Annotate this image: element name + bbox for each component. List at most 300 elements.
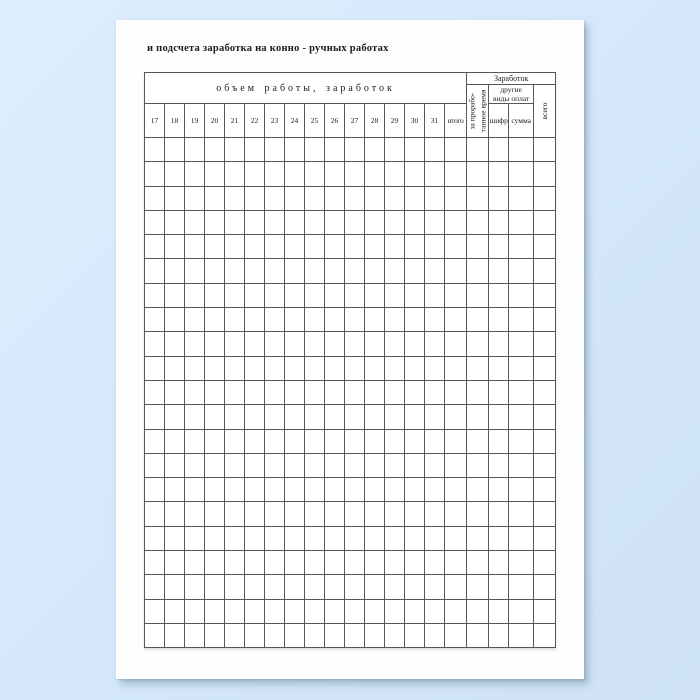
grid-cell (165, 551, 185, 575)
grid-cell (165, 332, 185, 356)
grid-cell (285, 210, 305, 234)
day-header-cell: 20 (205, 104, 225, 138)
other-payments-line2: виды оплат (493, 94, 530, 103)
grid-row (145, 453, 556, 477)
grid-cell (325, 502, 345, 526)
grid-cell (165, 478, 185, 502)
grid-cell (225, 332, 245, 356)
grid-cell (225, 429, 245, 453)
grid-cell (445, 453, 467, 477)
itogo-header-cell: итого (445, 104, 467, 138)
grid-cell (185, 502, 205, 526)
grid-cell (405, 429, 425, 453)
day-header-cell: 25 (305, 104, 325, 138)
grid-cell (165, 429, 185, 453)
grid-cell (445, 162, 467, 186)
grid-cell (534, 380, 556, 404)
grid-cell (405, 575, 425, 599)
day-header-cell: 27 (345, 104, 365, 138)
grid-cell (285, 380, 305, 404)
grid-cell (489, 575, 509, 599)
grid-cell (345, 599, 365, 623)
grid-cell (145, 405, 165, 429)
grid-cell (245, 526, 265, 550)
grid-cell (405, 186, 425, 210)
grid-cell (509, 380, 534, 404)
grid-cell (205, 356, 225, 380)
grid-cell (245, 623, 265, 647)
grid-cell (185, 575, 205, 599)
total-column-header (534, 85, 556, 138)
grid-row (145, 623, 556, 647)
grid-cell (205, 138, 225, 162)
grid-cell (509, 259, 534, 283)
grid-cell (385, 405, 405, 429)
grid-cell (325, 356, 345, 380)
day-header-cell: 18 (165, 104, 185, 138)
grid-cell (509, 210, 534, 234)
volume-earnings-header: объем работы, заработок (145, 73, 467, 104)
sum-header-cell: сумма (509, 104, 534, 138)
grid-cell (534, 356, 556, 380)
grid-cell (285, 453, 305, 477)
grid-cell (534, 210, 556, 234)
grid-cell (305, 405, 325, 429)
grid-cell (265, 380, 285, 404)
grid-cell (365, 235, 385, 259)
grid-cell (467, 623, 489, 647)
grid-cell (225, 356, 245, 380)
grid-cell (445, 138, 467, 162)
grid-cell (145, 186, 165, 210)
grid-cell (385, 356, 405, 380)
grid-cell (405, 599, 425, 623)
grid-cell (345, 502, 365, 526)
grid-cell (145, 551, 165, 575)
grid-cell (185, 283, 205, 307)
grid-cell (245, 575, 265, 599)
grid-row (145, 186, 556, 210)
grid-cell (325, 259, 345, 283)
grid-cell (509, 235, 534, 259)
grid-cell (265, 356, 285, 380)
grid-cell (245, 380, 265, 404)
grid-cell (185, 356, 205, 380)
other-payments-line1: другие (500, 85, 522, 94)
grid-row (145, 138, 556, 162)
grid-cell (305, 575, 325, 599)
grid-cell (489, 599, 509, 623)
grid-cell (145, 429, 165, 453)
grid-cell (305, 162, 325, 186)
grid-cell (285, 186, 305, 210)
grid-cell (385, 283, 405, 307)
grid-cell (445, 380, 467, 404)
grid-cell (425, 623, 445, 647)
grid-cell (225, 138, 245, 162)
grid-cell (345, 186, 365, 210)
grid-cell (509, 308, 534, 332)
grid-cell (467, 332, 489, 356)
grid-cell (534, 478, 556, 502)
table-header (145, 73, 556, 138)
grid-cell (445, 623, 467, 647)
grid-cell (405, 551, 425, 575)
scanned-page (116, 20, 584, 679)
grid-cell (325, 138, 345, 162)
grid-cell (145, 332, 165, 356)
grid-cell (225, 599, 245, 623)
grid-cell (365, 429, 385, 453)
grid-cell (185, 623, 205, 647)
grid-cell (385, 332, 405, 356)
grid-cell (385, 478, 405, 502)
grid-cell (165, 283, 185, 307)
grid-cell (185, 332, 205, 356)
grid-cell (325, 599, 345, 623)
grid-cell (345, 575, 365, 599)
grid-cell (325, 283, 345, 307)
grid-cell (425, 162, 445, 186)
grid-cell (425, 380, 445, 404)
grid-cell (285, 356, 305, 380)
grid-cell (225, 502, 245, 526)
grid-cell (534, 599, 556, 623)
grid-cell (205, 502, 225, 526)
grid-cell (425, 453, 445, 477)
grid-cell (405, 478, 425, 502)
grid-cell (405, 502, 425, 526)
grid-cell (365, 259, 385, 283)
grid-cell (185, 380, 205, 404)
earnings-header: Заработок (467, 73, 556, 85)
grid-row (145, 162, 556, 186)
grid-cell (305, 502, 325, 526)
grid-cell (245, 235, 265, 259)
total-rotated-textbox (534, 85, 555, 137)
grid-cell (225, 259, 245, 283)
grid-cell (205, 210, 225, 234)
grid-cell (165, 235, 185, 259)
grid-cell (425, 138, 445, 162)
grid-cell (534, 332, 556, 356)
grid-cell (245, 453, 265, 477)
grid-cell (509, 478, 534, 502)
grid-cell (489, 138, 509, 162)
grid-cell (185, 599, 205, 623)
day-header-cell: 17 (145, 104, 165, 138)
grid-cell (365, 453, 385, 477)
grid-cell (534, 308, 556, 332)
grid-cell (205, 380, 225, 404)
grid-cell (225, 186, 245, 210)
day-header-cell: 31 (425, 104, 445, 138)
day-header-cell: 19 (185, 104, 205, 138)
grid-cell (185, 429, 205, 453)
grid-cell (365, 623, 385, 647)
grid-cell (285, 526, 305, 550)
grid-cell (489, 623, 509, 647)
grid-cell (489, 210, 509, 234)
grid-cell (385, 186, 405, 210)
grid-cell (185, 186, 205, 210)
grid-cell (489, 478, 509, 502)
grid-cell (467, 308, 489, 332)
day-header-cell: 21 (225, 104, 245, 138)
grid-cell (305, 356, 325, 380)
grid-cell (185, 453, 205, 477)
grid-cell (265, 332, 285, 356)
grid-cell (325, 551, 345, 575)
grid-cell (385, 453, 405, 477)
grid-cell (285, 429, 305, 453)
grid-cell (245, 405, 265, 429)
grid-cell (305, 599, 325, 623)
grid-cell (345, 526, 365, 550)
grid-cell (445, 283, 467, 307)
grid-cell (509, 453, 534, 477)
grid-cell (265, 405, 285, 429)
grid-cell (325, 235, 345, 259)
grid-cell (467, 259, 489, 283)
grid-cell (245, 186, 265, 210)
grid-cell (467, 235, 489, 259)
grid-cell (285, 405, 305, 429)
worked-time-line2: танное время (477, 89, 487, 133)
grid-cell (165, 356, 185, 380)
day-header-cell: 24 (285, 104, 305, 138)
grid-cell (345, 259, 365, 283)
grid-cell (489, 526, 509, 550)
grid-cell (265, 526, 285, 550)
grid-cell (345, 380, 365, 404)
grid-cell (165, 405, 185, 429)
grid-cell (509, 551, 534, 575)
grid-cell (405, 526, 425, 550)
grid-cell (385, 429, 405, 453)
grid-cell (325, 453, 345, 477)
grid-cell (445, 405, 467, 429)
grid-cell (245, 162, 265, 186)
grid-cell (205, 283, 225, 307)
grid-cell (245, 599, 265, 623)
grid-cell (534, 526, 556, 550)
grid-cell (405, 453, 425, 477)
grid-cell (489, 502, 509, 526)
day-header-cell: 28 (365, 104, 385, 138)
grid-cell (165, 259, 185, 283)
grid-cell (305, 210, 325, 234)
grid-cell (405, 332, 425, 356)
grid-cell (265, 453, 285, 477)
grid-cell (185, 308, 205, 332)
grid-cell (345, 405, 365, 429)
grid-cell (385, 259, 405, 283)
grid-cell (445, 308, 467, 332)
grid-cell (205, 186, 225, 210)
grid-cell (205, 259, 225, 283)
grid-cell (165, 502, 185, 526)
grid-cell (165, 453, 185, 477)
grid-cell (285, 283, 305, 307)
grid-cell (145, 526, 165, 550)
grid-cell (445, 235, 467, 259)
worked-time-rotated-textbox (467, 85, 488, 137)
grid-row (145, 283, 556, 307)
grid-cell (534, 429, 556, 453)
grid-cell (509, 186, 534, 210)
grid-cell (489, 380, 509, 404)
grid-cell (534, 453, 556, 477)
grid-cell (325, 186, 345, 210)
grid-cell (285, 575, 305, 599)
grid-cell (425, 551, 445, 575)
grid-cell (145, 599, 165, 623)
grid-cell (305, 332, 325, 356)
grid-cell (265, 283, 285, 307)
grid-row (145, 526, 556, 550)
grid-row (145, 356, 556, 380)
grid-row (145, 380, 556, 404)
grid-cell (145, 210, 165, 234)
grid-cell (345, 308, 365, 332)
grid-cell (445, 186, 467, 210)
grid-cell (225, 162, 245, 186)
grid-cell (325, 380, 345, 404)
grid-cell (445, 599, 467, 623)
grid-cell (285, 162, 305, 186)
grid-cell (445, 332, 467, 356)
grid-cell (405, 210, 425, 234)
grid-cell (305, 259, 325, 283)
grid-row (145, 599, 556, 623)
grid-cell (445, 356, 467, 380)
grid-cell (365, 186, 385, 210)
grid-cell (467, 429, 489, 453)
grid-cell (185, 405, 205, 429)
grid-cell (185, 138, 205, 162)
grid-cell (425, 599, 445, 623)
grid-cell (405, 405, 425, 429)
grid-cell (509, 502, 534, 526)
grid-cell (467, 162, 489, 186)
grid-cell (245, 478, 265, 502)
grid-cell (145, 623, 165, 647)
grid-cell (185, 526, 205, 550)
grid-cell (265, 138, 285, 162)
grid-row (145, 429, 556, 453)
grid-cell (165, 380, 185, 404)
day-header-cell: 30 (405, 104, 425, 138)
grid-cell (165, 138, 185, 162)
grid-cell (534, 235, 556, 259)
grid-cell (425, 186, 445, 210)
grid-cell (489, 162, 509, 186)
grid-cell (489, 308, 509, 332)
grid-cell (325, 478, 345, 502)
grid-cell (225, 526, 245, 550)
grid-cell (225, 453, 245, 477)
grid-cell (305, 623, 325, 647)
grid-cell (145, 162, 165, 186)
grid-cell (305, 308, 325, 332)
grid-cell (405, 259, 425, 283)
grid-cell (445, 478, 467, 502)
grid-cell (365, 599, 385, 623)
grid-cell (467, 575, 489, 599)
grid-cell (365, 308, 385, 332)
worked-time-column-header (467, 85, 489, 138)
grid-cell (365, 551, 385, 575)
grid-cell (489, 235, 509, 259)
grid-cell (225, 235, 245, 259)
grid-cell (265, 308, 285, 332)
grid-cell (265, 429, 285, 453)
grid-cell (245, 551, 265, 575)
grid-cell (467, 478, 489, 502)
grid-cell (205, 551, 225, 575)
grid-row (145, 259, 556, 283)
grid-cell (534, 623, 556, 647)
grid-cell (165, 162, 185, 186)
grid-cell (305, 453, 325, 477)
grid-cell (425, 259, 445, 283)
grid-cell (285, 551, 305, 575)
grid-cell (345, 138, 365, 162)
grid-cell (509, 356, 534, 380)
grid-cell (489, 332, 509, 356)
grid-cell (305, 429, 325, 453)
grid-cell (165, 623, 185, 647)
grid-cell (245, 210, 265, 234)
grid-cell (205, 623, 225, 647)
grid-cell (405, 623, 425, 647)
document-title: и подсчета заработка на конно - ручных работах (147, 43, 389, 54)
grid-cell (205, 405, 225, 429)
grid-cell (285, 478, 305, 502)
grid-cell (534, 162, 556, 186)
grid-cell (325, 210, 345, 234)
grid-cell (145, 380, 165, 404)
grid-cell (385, 526, 405, 550)
grid-cell (265, 162, 285, 186)
grid-cell (345, 623, 365, 647)
grid-cell (425, 405, 445, 429)
grid-cell (165, 575, 185, 599)
grid-cell (165, 186, 185, 210)
grid-cell (145, 235, 165, 259)
grid-cell (467, 551, 489, 575)
grid-cell (345, 162, 365, 186)
grid-cell (405, 138, 425, 162)
grid-cell (305, 380, 325, 404)
grid-cell (205, 162, 225, 186)
grid-cell (145, 259, 165, 283)
grid-cell (365, 405, 385, 429)
grid-cell (385, 575, 405, 599)
grid-cell (145, 138, 165, 162)
grid-cell (325, 429, 345, 453)
grid-cell (265, 599, 285, 623)
grid-cell (205, 453, 225, 477)
grid-cell (245, 283, 265, 307)
grid-cell (345, 478, 365, 502)
grid-cell (165, 599, 185, 623)
grid-cell (425, 356, 445, 380)
grid-cell (534, 575, 556, 599)
grid-cell (265, 186, 285, 210)
grid-cell (145, 283, 165, 307)
